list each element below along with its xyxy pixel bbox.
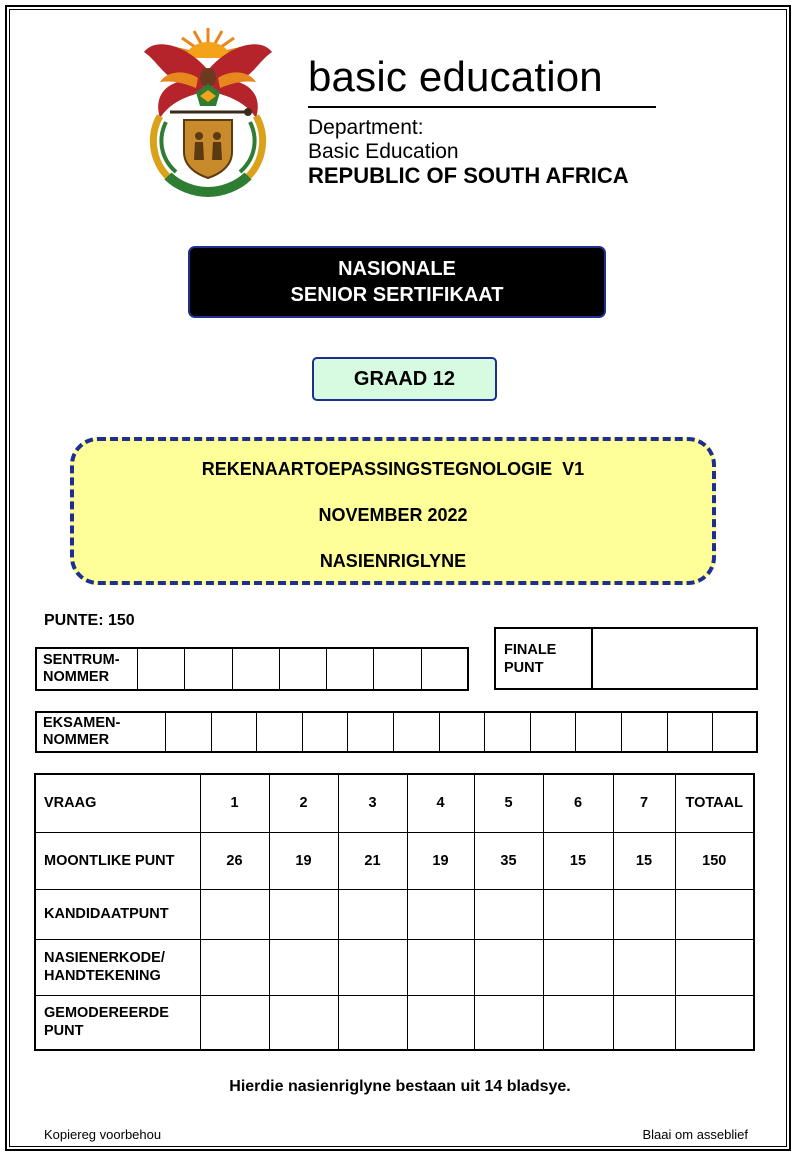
centre-number-label <box>37 649 138 689</box>
exam-number-cell[interactable] <box>257 713 303 751</box>
centre-number-cell[interactable] <box>422 649 467 689</box>
candidate-mark-cell[interactable] <box>338 889 407 939</box>
possible-mark: 26 <box>200 832 269 889</box>
exam-doc-type: NASIENRIGLYNE <box>319 551 467 571</box>
candidate-mark-cell[interactable] <box>543 889 613 939</box>
possible-mark: 15 <box>613 832 675 889</box>
moderated-mark-cell[interactable] <box>474 995 543 1050</box>
exam-number-label <box>37 713 166 751</box>
possible-mark: 35 <box>474 832 543 889</box>
question-header-label: VRAAG <box>35 774 200 832</box>
marker-code-cell[interactable] <box>474 939 543 995</box>
question-number: 3 <box>338 774 407 832</box>
marker-code-cell[interactable] <box>200 939 269 995</box>
candidate-mark-row <box>35 889 754 939</box>
final-mark-label-line-2: PUNT <box>504 660 544 676</box>
final-mark-field[interactable] <box>593 629 756 688</box>
marker-code-cell[interactable] <box>407 939 474 995</box>
exam-number-cell[interactable] <box>485 713 531 751</box>
candidate-total-cell[interactable] <box>675 889 754 939</box>
moderated-mark-cell[interactable] <box>675 995 754 1050</box>
moderated-mark-label <box>35 995 200 1050</box>
marker-code-label-line-1: NASIENERKODE/ <box>44 950 165 966</box>
possible-mark: 19 <box>407 832 474 889</box>
possible-marks-row <box>35 832 754 889</box>
exam-number-cell[interactable] <box>303 713 349 751</box>
candidate-mark-cell[interactable] <box>474 889 543 939</box>
certificate-banner <box>188 246 606 318</box>
exam-number-cell[interactable] <box>166 713 212 751</box>
marker-code-label <box>35 939 200 995</box>
centre-number-box <box>35 647 469 691</box>
exam-number-label-line-1: EKSAMEN- <box>43 715 121 731</box>
candidate-mark-cell[interactable] <box>407 889 474 939</box>
certificate-line-1: NASIONALE <box>338 258 456 280</box>
exam-number-cell[interactable] <box>348 713 394 751</box>
possible-mark: 21 <box>338 832 407 889</box>
exam-number-cell[interactable] <box>212 713 258 751</box>
coat-of-arms-logo <box>138 26 278 198</box>
department-branding <box>308 53 658 188</box>
marker-code-row <box>35 939 754 995</box>
moderated-mark-cell[interactable] <box>269 995 338 1050</box>
centre-number-cell[interactable] <box>233 649 280 689</box>
final-mark-label <box>496 629 593 688</box>
centre-number-label-line-1: SENTRUM- <box>43 652 120 668</box>
candidate-mark-cell[interactable] <box>613 889 675 939</box>
moderated-mark-row <box>35 995 754 1050</box>
candidate-mark-cell[interactable] <box>200 889 269 939</box>
exam-number-cell[interactable] <box>394 713 440 751</box>
final-mark-label-line-1: FINALE <box>504 642 557 658</box>
centre-number-cell[interactable] <box>138 649 185 689</box>
question-header-row <box>35 774 754 832</box>
question-number: 7 <box>613 774 675 832</box>
possible-mark: 19 <box>269 832 338 889</box>
certificate-line-2: SENIOR SERTIFIKAAT <box>290 284 504 306</box>
question-number: 4 <box>407 774 474 832</box>
exam-number-cell[interactable] <box>576 713 622 751</box>
possible-total: 150 <box>675 832 754 889</box>
centre-number-cell[interactable] <box>374 649 421 689</box>
marker-code-cell[interactable] <box>543 939 613 995</box>
marker-code-cell[interactable] <box>675 939 754 995</box>
brand-divider <box>308 106 656 108</box>
possible-marks-label: MOONTLIKE PUNT <box>35 832 200 889</box>
department-name: Basic Education <box>308 140 459 163</box>
question-number: 2 <box>269 774 338 832</box>
marker-code-cell[interactable] <box>613 939 675 995</box>
exam-number-cell[interactable] <box>668 713 714 751</box>
brand-title: basic education <box>308 53 603 100</box>
country-name: REPUBLIC OF SOUTH AFRICA <box>308 163 629 188</box>
exam-info-panel <box>70 437 716 585</box>
question-number: 1 <box>200 774 269 832</box>
department-label: Department: <box>308 116 424 139</box>
marker-code-label-line-2: HANDTEKENING <box>44 968 161 984</box>
exam-number-label-line-2: NOMMER <box>43 732 110 748</box>
exam-number-box <box>35 711 758 753</box>
exam-number-cell[interactable] <box>713 713 756 751</box>
possible-mark: 15 <box>543 832 613 889</box>
marker-code-cell[interactable] <box>338 939 407 995</box>
centre-number-cell[interactable] <box>327 649 374 689</box>
turn-over-notice: Blaai om asseblief <box>642 1127 748 1142</box>
centre-number-label-line-2: NOMMER <box>43 669 110 685</box>
exam-number-cell[interactable] <box>440 713 486 751</box>
score-table <box>34 773 755 1051</box>
total-header: TOTAAL <box>675 774 754 832</box>
grade-badge: GRAAD 12 <box>312 357 497 401</box>
exam-subject: REKENAARTOEPASSINGSTEGNOLOGIE V1 <box>201 459 585 479</box>
moderated-mark-cell[interactable] <box>200 995 269 1050</box>
moderated-mark-label-line-2: PUNT <box>44 1023 84 1040</box>
centre-number-cell[interactable] <box>280 649 327 689</box>
exam-number-cell[interactable] <box>531 713 577 751</box>
exam-date: NOVEMBER 2022 <box>318 505 468 525</box>
page-count-note: Hierdie nasienriglyne bestaan uit 14 bladsye. <box>229 1078 571 1095</box>
moderated-mark-label-line-1: GEMODEREERDE <box>44 1005 169 1022</box>
centre-number-cell[interactable] <box>185 649 232 689</box>
moderated-mark-cell[interactable] <box>543 995 613 1050</box>
moderated-mark-cell[interactable] <box>613 995 675 1050</box>
total-marks-label: PUNTE: 150 <box>44 612 135 629</box>
question-number: 6 <box>543 774 613 832</box>
candidate-mark-cell[interactable] <box>269 889 338 939</box>
moderated-mark-cell[interactable] <box>407 995 474 1050</box>
final-mark-box <box>494 627 758 690</box>
question-number: 5 <box>474 774 543 832</box>
marker-code-cell[interactable] <box>269 939 338 995</box>
moderated-mark-cell[interactable] <box>338 995 407 1050</box>
candidate-mark-label: KANDIDAATPUNT <box>35 889 200 939</box>
copyright-notice: Kopiereg voorbehou <box>44 1127 162 1142</box>
exam-number-cell[interactable] <box>622 713 668 751</box>
